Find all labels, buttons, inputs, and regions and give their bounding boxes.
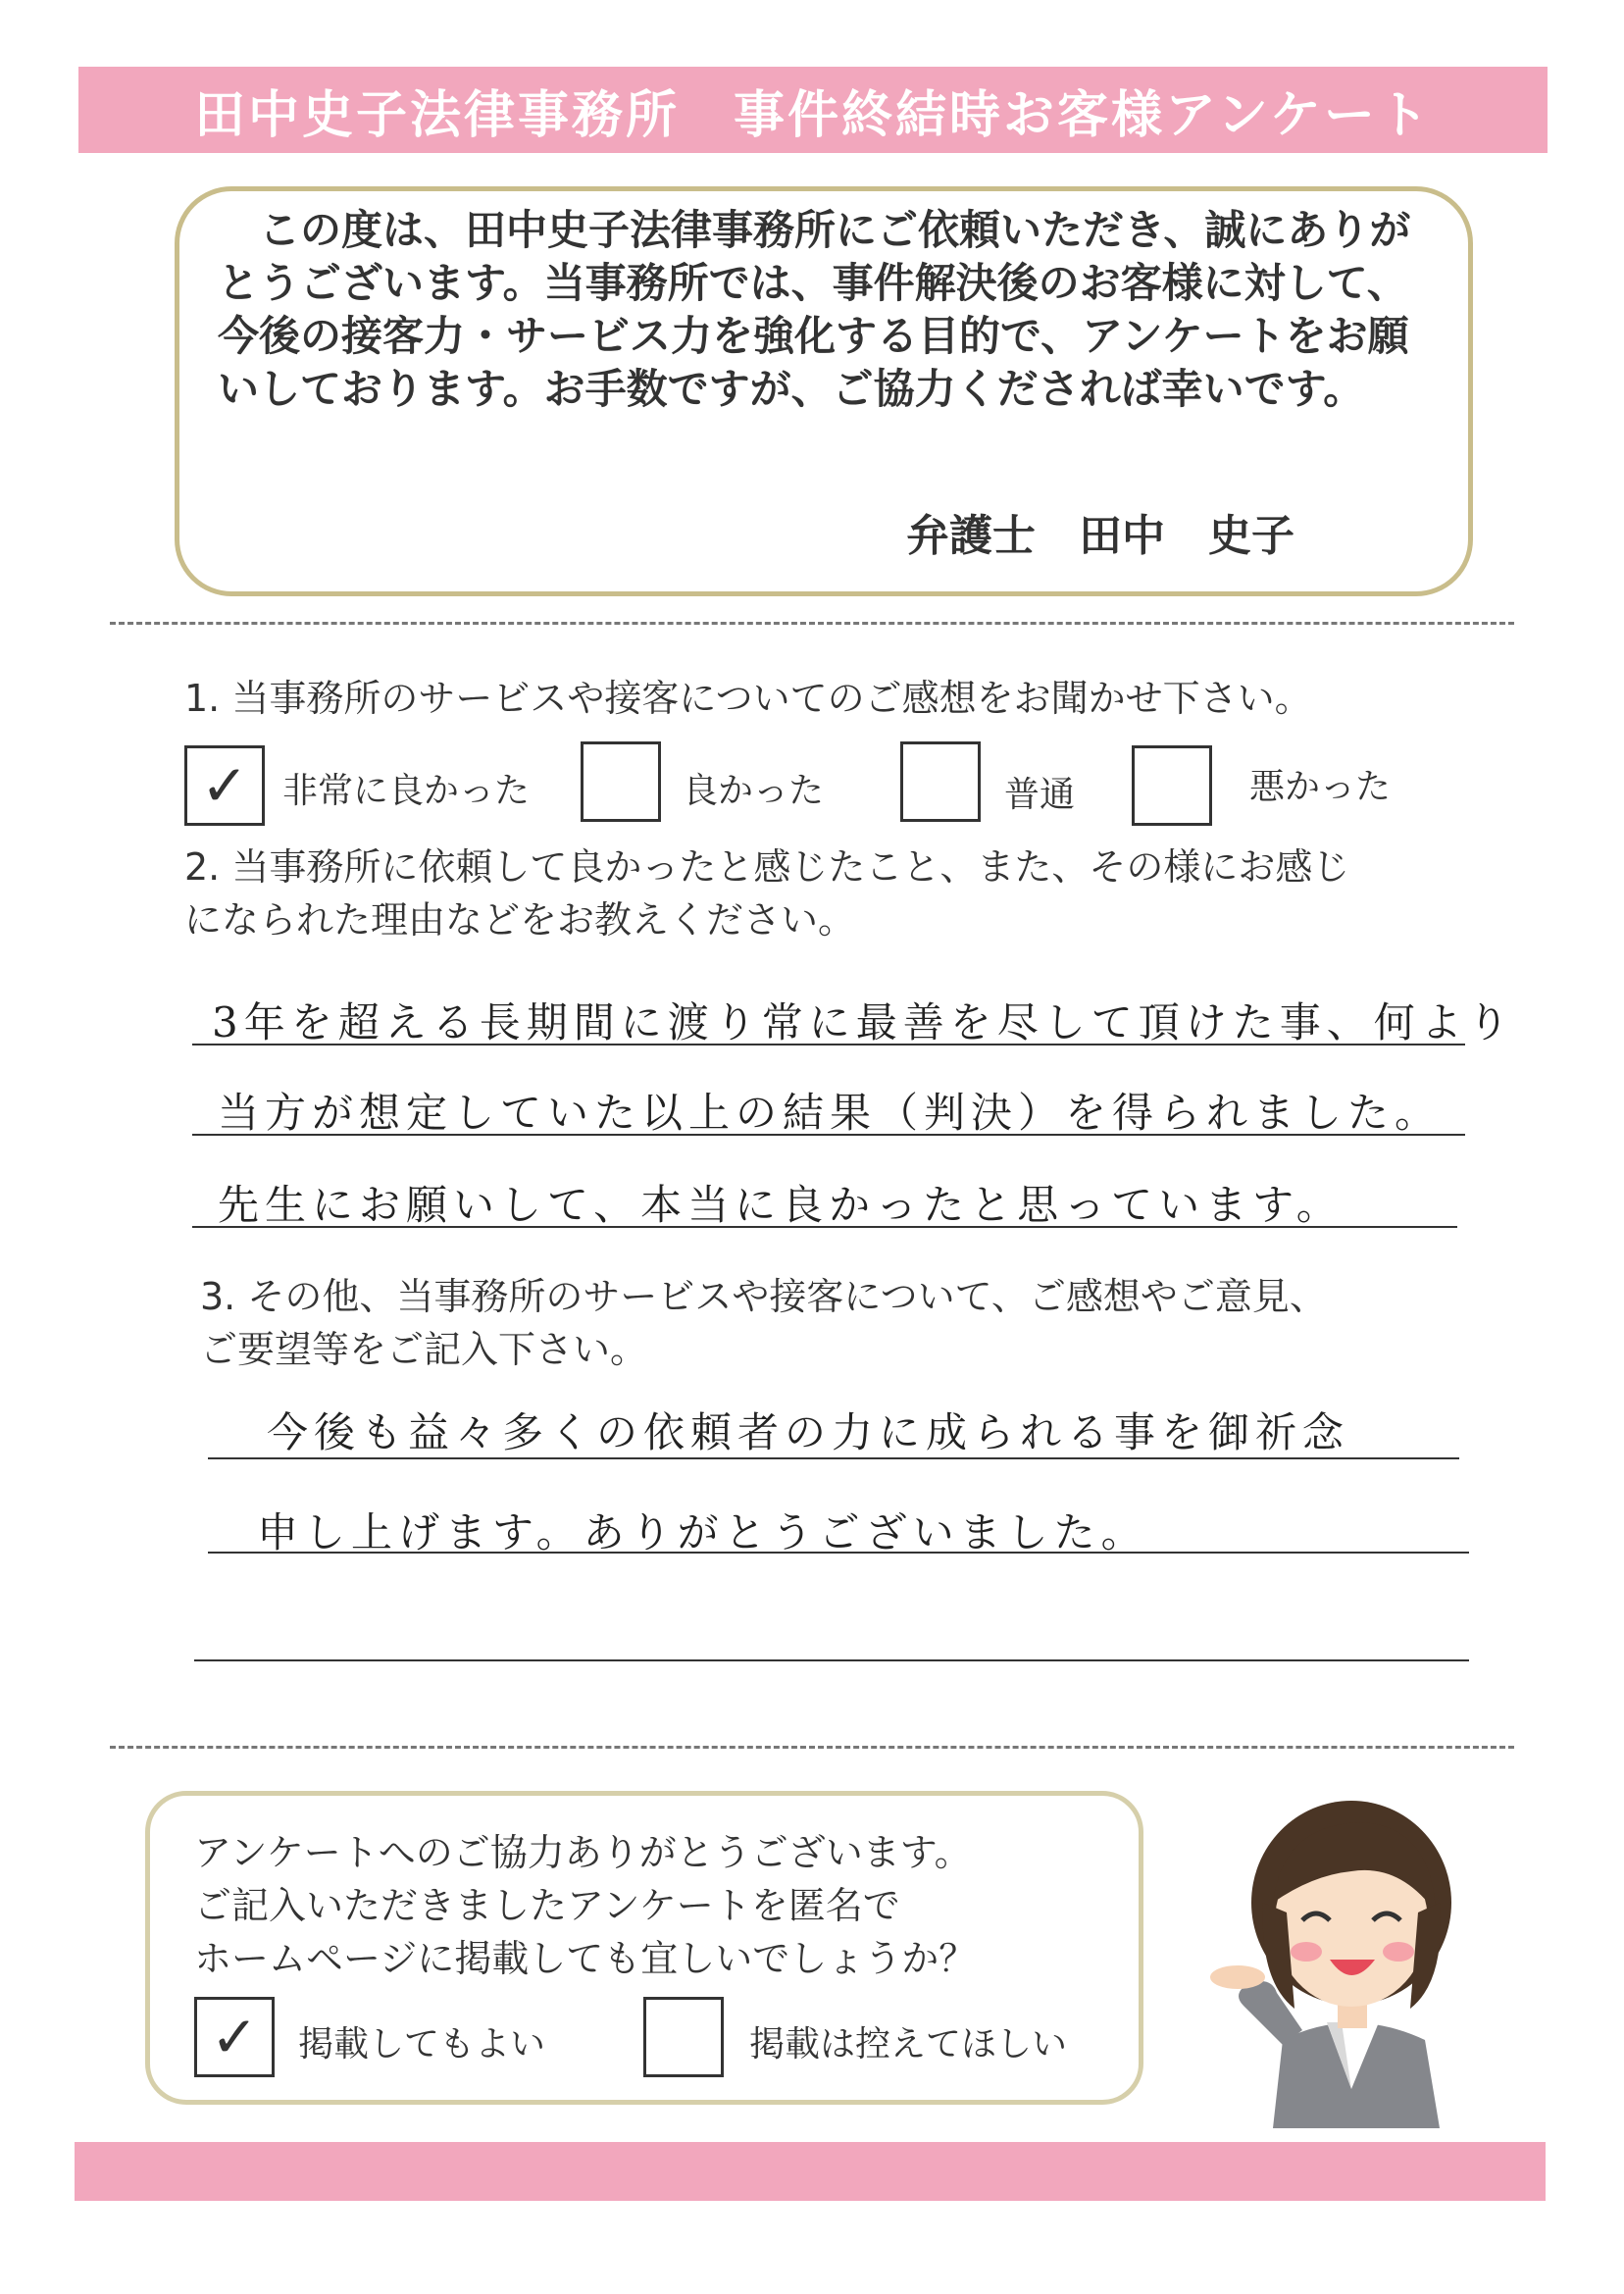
question-3-line-2: ご要望等をご記入下さい。	[200, 1328, 648, 1371]
checkmark-icon: ✓	[210, 2004, 259, 2070]
answer-line	[208, 1552, 1469, 1554]
closing-line-1: アンケートへのご協力ありがとうございます。	[194, 1831, 972, 1874]
answer-3-line-1: 今後も益々多くの依頼者の力に成られる事を御祈念	[267, 1408, 1350, 1456]
checkmark-icon: ✓	[200, 752, 249, 819]
checkbox-very-good[interactable]	[184, 745, 265, 826]
answer-line	[208, 1457, 1459, 1459]
option-normal-label: 普通	[1004, 775, 1076, 815]
signature: 弁護士 田中 史子	[906, 511, 1294, 561]
title-banner	[78, 67, 1548, 153]
divider-top	[110, 622, 1514, 625]
checkbox-publish-decline[interactable]	[643, 1997, 724, 2077]
page-title: 田中史子法律事務所 事件終結時お客様アンケート	[194, 85, 1432, 145]
answer-line	[194, 1659, 1469, 1661]
closing-line-3: ホームページに掲載しても宜しいでしょうか？	[194, 1937, 977, 1980]
intro-text: この度は、田中史子法律事務所にご依頼いただき、誠にありがとうございます。当事務所では、事件解決後のお客様に対して、今後の接客力・サービス力を強化する目的で、アンケートをお願いしております。お手数ですが、ご協力くだされば幸いです。	[218, 206, 1411, 413]
answer-line	[192, 1226, 1457, 1228]
answer-3-line-2: 申し上げます。ありがとうございました。	[257, 1508, 1148, 1556]
option-bad-label: 悪かった	[1249, 767, 1392, 807]
publish-decline-label: 掲載は控えてほしい	[749, 2024, 1068, 2065]
divider-bottom	[110, 1746, 1514, 1749]
checkbox-good[interactable]	[581, 741, 661, 822]
checkbox-bad[interactable]	[1132, 745, 1212, 826]
question-2-line-2: になられた理由などをお教えください。	[184, 898, 856, 942]
option-very-good-label: 非常に良かった	[282, 771, 531, 811]
answer-2-line-3: 先生にお願いして、本当に良かったと思っています。	[218, 1181, 1344, 1229]
question-1: 1. 当事務所のサービスや接客についてのご感想をお聞かせ下さい。	[184, 677, 1312, 720]
publish-ok-label: 掲載してもよい	[298, 2024, 546, 2065]
answer-line	[192, 1044, 1465, 1045]
option-good-label: 良かった	[683, 771, 825, 811]
answer-2-line-1: 3年を超える長期間に渡り常に最善を尽して頂けた事、何より	[212, 998, 1515, 1046]
question-2-line-1: 2. 当事務所に依頼して良かったと感じたこと、また、その様にお感じ	[184, 845, 1350, 889]
checkbox-normal[interactable]	[900, 741, 981, 822]
closing-line-2: ご記入いただきましたアンケートを匿名で	[194, 1884, 900, 1927]
answer-line	[192, 1134, 1465, 1136]
question-3-line-1: 3. その他、当事務所のサービスや接客について、ご感想やご意見、	[200, 1275, 1327, 1318]
answer-2-line-2: 当方が想定していた以上の結果（判決）を得られました。	[218, 1089, 1443, 1137]
bottom-banner	[75, 2142, 1546, 2201]
woman-presenting-illustration	[1204, 1795, 1498, 2128]
checkbox-publish-ok[interactable]	[194, 1997, 275, 2077]
